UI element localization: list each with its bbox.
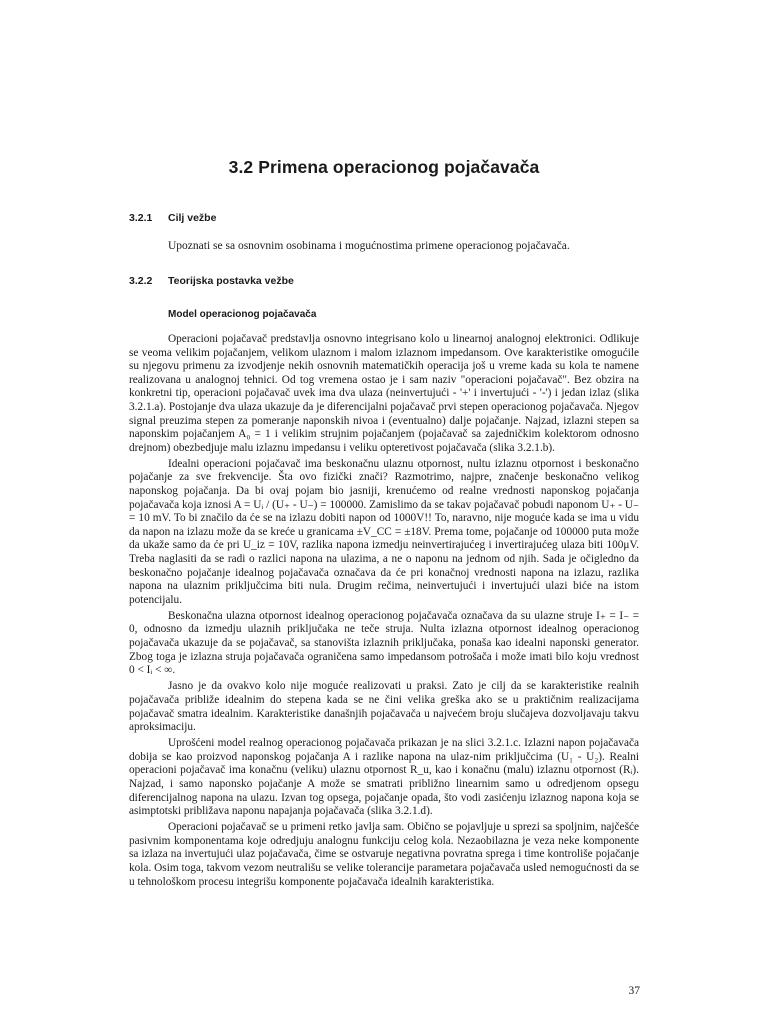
chapter-title: 3.2 Primena operacionog pojačavača [228, 157, 540, 177]
paragraph: Uprošćeni model realnog operacionog pojačavača prikazan je na slici 3.2.1.c. Izlazni napon pojačavača dobija se kao proizvod naponskog pojačanja A i razlike napona na ulaz-nim priključcima (U₁ - U₂). Realni operacioni pojačavač ima konačnu (veliku) ulaznu otpornost R_u, kao i konačnu (malu) izlaznu otpornost (Rᵢ). Najzad, i samo naponsko pojačanje A može se smatrati približno linearnim samo u odredjenom opsegu diferencijalnog napona na ulazu. Izvan tog opsega, pojačanje opada, što vodi zasićenju izlaznog napona koja se asimptotski približava naponu napajanja pojačavača (slika 3.2.1.d). [129, 737, 639, 818]
section-goal-text: Upoznati se sa osnovnim osobinama i mogućnostima primene operacionog pojačavača. [168, 240, 570, 252]
paragraph: Beskonačna ulazna otpornost idealnog operacionog pojačavača označava da su ulazne struje I₊ = I₋ = 0, odnosno da izmedju ulaznih priključaka ne teče struja. Nulta izlazna otpornost idealnog operacionog pojačavača ukazuje da se pojačavač, sa stanovišta izlaznih priključaka, ponaša kao idealni naponski generator. Zbog toga je izlazna struja pojačavača ograničena samo impedansom potrošača i može imati bilo koju vrednost 0 < Iᵢ < ∞. [129, 609, 639, 677]
section-title: Cilj vežbe [168, 212, 217, 224]
section-number: 3.2.1 [129, 212, 153, 224]
section-title: Teorijska postavka vežbe [168, 275, 294, 287]
paragraph: Operacioni pojačavač predstavlja osnovno integrisano kolo u linearnoj analognoj elektronici. Odlikuje se veoma velikim pojačanjem, velikom ulaznom i malom izlaznom impedansom. Ove karakteristike omogućile su njegovu primenu za izvodjenje nekih osnovnih matematičkih operacija još u vreme kada su kola te namene realizovana u analognoj tehnici. Od tog vremena ostao je i sam naziv "operacioni pojačavač". Bez obzira na konkretni tip, operacioni pojačavač uvek ima dva ulaza (neinvertujući - '+' i invertujući - '-') i jedan izlaz (slika 3.2.1.a). Postojanje dva ulaza ukazuje da je diferencijalni pojačavač prvi stepen operacionog pojačavača. Njegov signal preuzima stepen za pomeranje naponskih nivoa i (eventualno) dalje pojačanje. Najzad, izlazni stepen sa naponskim pojačanjem A₀ = 1 i velikim strujnim pojačanjem (pojačavač sa zajedničkim kolektorom odnosno drejnom) obezbedjuje malu izlaznu impedansu i veliku opteretivost pojačavača (slika 3.2.1.b). [129, 333, 639, 454]
paragraph: Idealni operacioni pojačavač ima beskonačnu ulaznu otpornost, nultu izlaznu otpornost i beskonačno pojačanje za sve frekvencije. Šta ovo fizički znači? Razmotrimo, najpre, značenje beskonačno velikog naponskog pojačanja. Da bi ovaj pojam bio jasniji, krenućemo od realne vrednosti naponskog pojačanja pojačavača koja iznosi A = Uᵢ / (U₊ - U₋) = 100000. Zamislimo da se takav pojačavač pobudi naponom U₊ - U₋ = 10 mV. To bi značilo da će se na izlazu dobiti napon od 1000V!! To, naravno, nije moguće kada se ima u vidu da napon na izlazu može da se kreće u granicama ±V_CC = ±18V. Prema tome, pojačanje od 100000 puta može da ukaže samo da će pri U_iz = 10V, razlika napona izmedju neinvertirajućeg i invertirajućeg ulaza biti 100μV. Treba naglasiti da se radi o razlici napona na ulazima, a ne o naponu na jednom od njih. Sada je očigledno da beskonačno pojačanje idealnog pojačavača označava da će pri konačnoj vrednosti napona na izlazu, razlika napona na ulaznim priključcima biti nula. Drugim rečima, neinvertujući i invertujući ulazi biće na istom potencijalu. [129, 457, 639, 606]
section-heading-goal [129, 212, 216, 224]
paragraph: Operacioni pojačavač se u primeni retko javlja sam. Obično se pojavljuje u sprezi sa spoljnim, najčešće pasivnim komponentama koje odredjuju analognu funkciju celog kola. Nezaobilazna je veza neke komponente sa izlaza na invertujući ulaz pojačavača, čime se ostvaruje negativna povratna sprega i time kontroliše pojačanje kola. Osim toga, takvom vezom neutrališu se velike tolerancije parametara pojačavača usled nemogućnosti da se u tehnološkom procesu integrišu komponente pojačavača idealnih karakteristika. [129, 821, 639, 888]
section-heading-theory [129, 275, 294, 287]
body-text [129, 333, 639, 892]
subsection-title: Model operacionog pojačavača [168, 309, 317, 320]
page-number: 37 [628, 985, 640, 997]
section-number: 3.2.2 [129, 275, 153, 287]
paragraph: Jasno je da ovakvo kolo nije moguće realizovati u praksi. Zato je cilj da se karakteristike realnih pojačavača približe idealnim do stepena kada se ne čini velika greška ako se u praktičnim realizacijama pojačavač smatra idealnim. Karakteristike današnjih pojačavača u najvećem broju slučajeva dozvoljavaju takvu aproksimaciju. [129, 680, 639, 734]
